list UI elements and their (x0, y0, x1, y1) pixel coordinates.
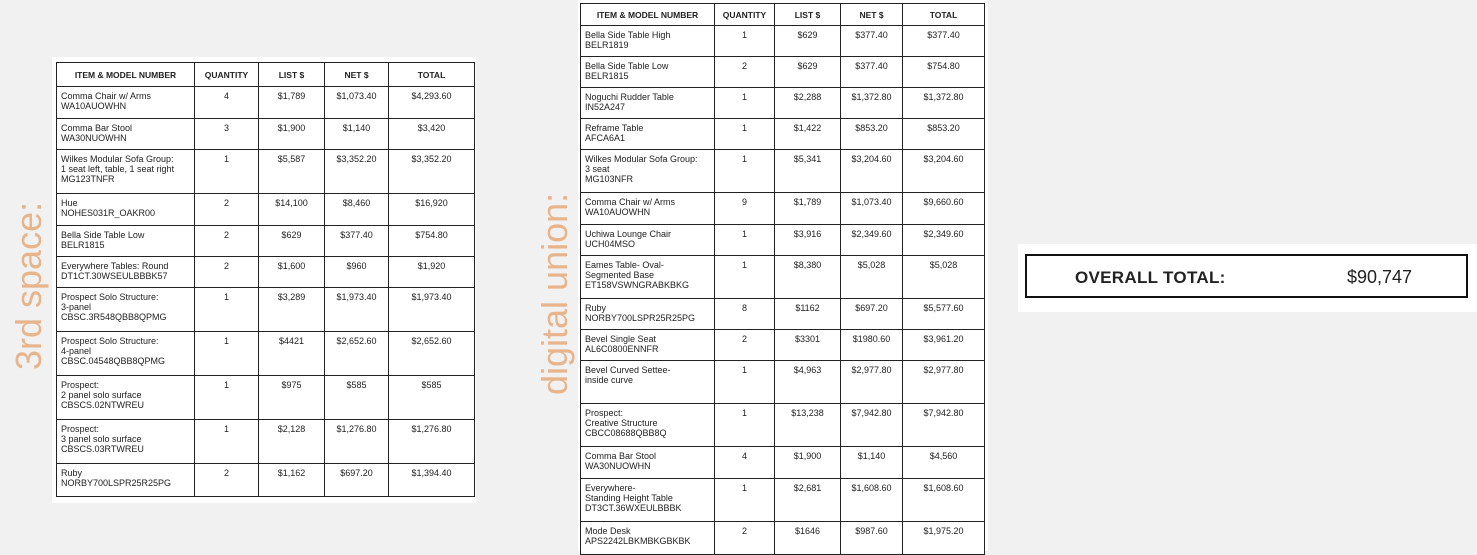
total-cell: $754.80 (903, 57, 985, 88)
table-row (581, 404, 985, 447)
item-line: Prospect: (585, 408, 624, 418)
item-cell (57, 332, 195, 376)
total-cell: $585 (389, 376, 475, 420)
net-cell: $7,942.80 (841, 404, 903, 447)
total-cell: $1,276.80 (389, 420, 475, 464)
item-cell (57, 464, 195, 497)
item-cell (581, 225, 715, 256)
item-line: WA10AUOWHN (585, 207, 651, 217)
table-row (581, 119, 985, 150)
right-table-body (581, 26, 985, 555)
total-cell: $16,920 (389, 194, 475, 226)
table-header-row (581, 4, 985, 26)
qty-cell: 8 (715, 299, 775, 330)
net-cell: $1,973.40 (325, 288, 389, 332)
item-line: Bella Side Table High (585, 30, 671, 40)
total-cell: $1,973.40 (389, 288, 475, 332)
net-cell: $1,140 (325, 119, 389, 150)
net-cell: $2,652.60 (325, 332, 389, 376)
item-line: WA30NUOWHN (585, 461, 651, 471)
net-cell: $697.20 (325, 464, 389, 497)
item-line: Prospect Solo Structure: (61, 336, 159, 346)
item-line: inside curve (585, 375, 634, 385)
table-row (581, 26, 985, 57)
net-cell: $3,204.60 (841, 150, 903, 193)
qty-cell: 2 (715, 522, 775, 555)
net-cell: $377.40 (841, 26, 903, 57)
item-cell (581, 361, 715, 404)
qty-cell: 2 (195, 257, 259, 288)
list-cell: $3,289 (259, 288, 325, 332)
header-net: NET $ (841, 4, 903, 26)
item-cell (57, 226, 195, 257)
item-cell (57, 376, 195, 420)
item-line: NOHES031R_OAKR00 (61, 208, 156, 218)
section-label-digital-union: digital union: (534, 192, 575, 395)
total-cell: $1,394.40 (389, 464, 475, 497)
pricing-table-3rd-space (56, 62, 475, 497)
item-line: Bella Side Table Low (585, 61, 669, 71)
list-cell: $5,587 (259, 150, 325, 194)
item-cell (581, 150, 715, 193)
list-cell: $3,916 (775, 225, 841, 256)
table-row (581, 330, 985, 361)
qty-cell: 1 (715, 225, 775, 256)
item-line: Mode Desk (585, 526, 631, 536)
item-line: DT3CT.36WXEULBBBK (585, 503, 682, 513)
total-cell: $2,977.80 (903, 361, 985, 404)
item-line: Creative Structure (585, 418, 658, 428)
item-line: Standing Height Table (585, 493, 673, 503)
item-cell (57, 288, 195, 332)
item-line: 3 panel solo surface (61, 434, 142, 444)
item-line: BELR1815 (585, 71, 629, 81)
qty-cell: 1 (715, 26, 775, 57)
list-cell: $3301 (775, 330, 841, 361)
table-row (581, 150, 985, 193)
item-cell (581, 522, 715, 555)
item-line: Comma Bar Stool (61, 123, 133, 133)
pricing-table-digital-union (580, 3, 985, 555)
list-cell: $1,600 (259, 257, 325, 288)
net-cell: $1,073.40 (325, 87, 389, 119)
total-cell: $853.20 (903, 119, 985, 150)
net-cell: $2,977.80 (841, 361, 903, 404)
table-row (581, 256, 985, 299)
qty-cell: 1 (195, 288, 259, 332)
item-cell (581, 88, 715, 119)
item-line: WA10AUOWHN (61, 101, 127, 111)
table-row (581, 57, 985, 88)
net-cell: $960 (325, 257, 389, 288)
list-cell: $4,963 (775, 361, 841, 404)
item-line: Bevel Single Seat (585, 334, 657, 344)
total-cell: $9,660.60 (903, 193, 985, 225)
table-row (581, 193, 985, 225)
net-cell: $1,140 (841, 447, 903, 479)
item-line: Bevel Curved Settee- (585, 365, 671, 375)
item-line: Comma Chair w/ Arms (585, 197, 676, 207)
total-cell: $754.80 (389, 226, 475, 257)
list-cell: $2,681 (775, 479, 841, 522)
item-cell (581, 447, 715, 479)
list-cell: $1,900 (259, 119, 325, 150)
item-cell (581, 299, 715, 330)
table-row (581, 361, 985, 404)
qty-cell: 1 (715, 119, 775, 150)
qty-cell: 1 (715, 150, 775, 193)
item-line: NORBY700LSPR25R25PG (61, 478, 172, 488)
total-cell: $1,372.80 (903, 88, 985, 119)
item-line: CBSCS.03RTWREU (61, 444, 144, 454)
item-line: DT1CT.30WSEULBBBK57 (61, 271, 168, 281)
item-line: Eames Table- Oval- (585, 260, 664, 270)
qty-cell: 2 (715, 57, 775, 88)
item-cell (581, 119, 715, 150)
item-line: APS2242LBKMBKGBKBK (585, 536, 691, 546)
section-label-3rd-space: 3rd space: (8, 201, 49, 370)
list-cell: $4421 (259, 332, 325, 376)
header-item: ITEM & MODEL NUMBER (57, 63, 195, 87)
list-cell: $5,341 (775, 150, 841, 193)
item-line: Comma Bar Stool (585, 451, 657, 461)
table-row (57, 376, 475, 420)
item-line: BELR1815 (61, 240, 105, 250)
list-cell: $1,162 (259, 464, 325, 497)
item-line: Ruby (61, 468, 83, 478)
item-line: Uchiwa Lounge Chair (585, 229, 672, 239)
qty-cell: 3 (195, 119, 259, 150)
header-quantity: QUANTITY (715, 4, 775, 26)
qty-cell: 2 (195, 226, 259, 257)
table-row (581, 479, 985, 522)
item-line: Prospect: (61, 424, 100, 434)
item-line: AL6C0800ENNFR (585, 344, 659, 354)
item-cell (581, 193, 715, 225)
item-line: Segmented Base (585, 270, 655, 280)
qty-cell: 1 (715, 404, 775, 447)
item-cell (57, 87, 195, 119)
item-line: Prospect Solo Structure: (61, 292, 159, 302)
item-line: MG123TNFR (61, 174, 115, 184)
list-cell: $1,422 (775, 119, 841, 150)
total-cell: $3,352.20 (389, 150, 475, 194)
item-cell (57, 119, 195, 150)
item-line: Reframe Table (585, 123, 644, 133)
qty-cell: 9 (715, 193, 775, 225)
list-cell: $8,380 (775, 256, 841, 299)
net-cell: $585 (325, 376, 389, 420)
qty-cell: 1 (195, 150, 259, 194)
item-cell (581, 57, 715, 88)
item-line: CBSCS.02NTWREU (61, 400, 145, 410)
left-table-body (57, 87, 475, 497)
item-line: Everywhere Tables: Round (61, 261, 169, 271)
item-line: 4-panel (61, 346, 92, 356)
net-cell: $1980.60 (841, 330, 903, 361)
item-line: ET158VSWNGRABKBKG (585, 280, 690, 290)
list-cell: $2,288 (775, 88, 841, 119)
item-cell (57, 150, 195, 194)
table-row (57, 257, 475, 288)
list-cell: $2,128 (259, 420, 325, 464)
net-cell: $1,073.40 (841, 193, 903, 225)
table-row (57, 150, 475, 194)
item-line: Bella Side Table Low (61, 230, 145, 240)
qty-cell: 1 (715, 88, 775, 119)
total-cell: $1,975.20 (903, 522, 985, 555)
item-cell (581, 330, 715, 361)
net-cell: $5,028 (841, 256, 903, 299)
item-line: Everywhere- (585, 483, 636, 493)
list-cell: $1,789 (775, 193, 841, 225)
header-total: TOTAL (903, 4, 985, 26)
table-row (57, 87, 475, 119)
total-cell: $5,577.60 (903, 299, 985, 330)
list-cell: $13,238 (775, 404, 841, 447)
item-line: Wilkes Modular Sofa Group: (585, 154, 698, 164)
overall-total-value: $90,747 (1347, 267, 1413, 287)
list-cell: $975 (259, 376, 325, 420)
overall-total-label: OVERALL TOTAL: (1075, 268, 1226, 287)
item-line: CBSC.04548QBB8QPMG (61, 356, 166, 366)
total-cell: $7,942.80 (903, 404, 985, 447)
header-item: ITEM & MODEL NUMBER (581, 4, 715, 26)
table-row (581, 522, 985, 555)
item-line: 2 panel solo surface (61, 390, 142, 400)
qty-cell: 1 (195, 332, 259, 376)
item-cell (581, 26, 715, 57)
item-line: WA30NUOWHN (61, 133, 127, 143)
overall-total-box (1025, 254, 1468, 298)
table-row (57, 194, 475, 226)
qty-cell: 4 (195, 87, 259, 119)
list-cell: $1646 (775, 522, 841, 555)
net-cell: $1,608.60 (841, 479, 903, 522)
item-cell (57, 420, 195, 464)
item-line: CBSC.3R548QBB8QPMG (61, 312, 167, 322)
qty-cell: 2 (195, 194, 259, 226)
qty-cell: 1 (715, 361, 775, 404)
item-line: BELR1819 (585, 40, 629, 50)
list-cell: $1,789 (259, 87, 325, 119)
list-cell: $1162 (775, 299, 841, 330)
item-line: MG103NFR (585, 174, 634, 184)
list-cell: $14,100 (259, 194, 325, 226)
net-cell: $377.40 (325, 226, 389, 257)
total-cell: $3,204.60 (903, 150, 985, 193)
net-cell: $8,460 (325, 194, 389, 226)
total-cell: $4,560 (903, 447, 985, 479)
list-cell: $1,900 (775, 447, 841, 479)
item-line: UCH04MSO (585, 239, 636, 249)
table-row (57, 464, 475, 497)
item-line: Comma Chair w/ Arms (61, 91, 152, 101)
net-cell: $2,349.60 (841, 225, 903, 256)
item-line: NORBY700LSPR25R25PG (585, 313, 696, 323)
total-cell: $3,420 (389, 119, 475, 150)
net-cell: $987.60 (841, 522, 903, 555)
net-cell: $697.20 (841, 299, 903, 330)
item-line: 1 seat left, table, 1 seat right (61, 164, 175, 174)
item-line: Noguchi Rudder Table (585, 92, 674, 102)
total-cell: $2,652.60 (389, 332, 475, 376)
qty-cell: 1 (195, 376, 259, 420)
net-cell: $1,372.80 (841, 88, 903, 119)
table-row (57, 119, 475, 150)
table-row (57, 332, 475, 376)
header-list: LIST $ (259, 63, 325, 87)
net-cell: $3,352.20 (325, 150, 389, 194)
qty-cell: 1 (715, 256, 775, 299)
header-list: LIST $ (775, 4, 841, 26)
qty-cell: 2 (195, 464, 259, 497)
item-line: Wilkes Modular Sofa Group: (61, 154, 174, 164)
item-cell (57, 194, 195, 226)
item-line: Prospect: (61, 380, 100, 390)
total-cell: $5,028 (903, 256, 985, 299)
item-line: IN52A247 (585, 102, 626, 112)
list-cell: $629 (775, 57, 841, 88)
header-net: NET $ (325, 63, 389, 87)
total-cell: $3,961.20 (903, 330, 985, 361)
total-cell: $1,608.60 (903, 479, 985, 522)
total-cell: $377.40 (903, 26, 985, 57)
net-cell: $853.20 (841, 119, 903, 150)
item-line: Ruby (585, 303, 607, 313)
list-cell: $629 (259, 226, 325, 257)
item-cell (581, 256, 715, 299)
item-line: CBCC08688QBB8Q (585, 428, 667, 438)
qty-cell: 1 (195, 420, 259, 464)
total-cell: $2,349.60 (903, 225, 985, 256)
qty-cell: 4 (715, 447, 775, 479)
table-row (581, 447, 985, 479)
item-cell (581, 404, 715, 447)
header-total: TOTAL (389, 63, 475, 87)
net-cell: $377.40 (841, 57, 903, 88)
table-row (57, 288, 475, 332)
item-line: Hue (61, 198, 78, 208)
item-line: 3 seat (585, 164, 610, 174)
total-cell: $1,920 (389, 257, 475, 288)
table-row (581, 299, 985, 330)
qty-cell: 1 (715, 479, 775, 522)
table-header-row (57, 63, 475, 87)
net-cell: $1,276.80 (325, 420, 389, 464)
table-row (57, 420, 475, 464)
item-line: AFCA6A1 (585, 133, 626, 143)
total-cell: $4,293.60 (389, 87, 475, 119)
table-row (57, 226, 475, 257)
header-quantity: QUANTITY (195, 63, 259, 87)
item-cell (57, 257, 195, 288)
item-line: 3-panel (61, 302, 92, 312)
list-cell: $629 (775, 26, 841, 57)
item-cell (581, 479, 715, 522)
table-row (581, 225, 985, 256)
qty-cell: 2 (715, 330, 775, 361)
table-row (581, 88, 985, 119)
